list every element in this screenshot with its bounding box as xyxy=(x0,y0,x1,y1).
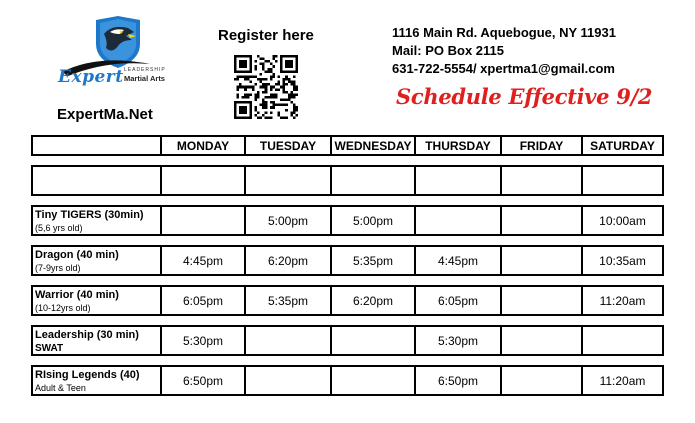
time-cell: 11:20am xyxy=(581,367,662,394)
class-age: (7-9yrs old) xyxy=(35,263,81,273)
time-cell: 5:35pm xyxy=(244,287,330,314)
time-cell xyxy=(330,327,414,354)
logo-martial-arts-text: Martial Arts xyxy=(124,74,165,83)
time-cell: 4:45pm xyxy=(160,247,244,274)
time-cell xyxy=(500,367,581,394)
day-header: SATURDAY xyxy=(581,137,662,154)
time-cell xyxy=(160,207,244,234)
class-name: Tiny TIGERS (30min) xyxy=(35,209,144,221)
day-header: FRIDAY xyxy=(500,137,581,154)
time-cell: 6:50pm xyxy=(160,367,244,394)
empty-cell xyxy=(330,167,414,194)
register-label: Register here xyxy=(218,27,314,44)
class-label-cell xyxy=(33,207,160,234)
class-age: (5,6 yrs old) xyxy=(35,223,83,233)
class-label-cell xyxy=(33,327,160,354)
class-row-rising-legends xyxy=(31,365,664,396)
empty-cell xyxy=(160,167,244,194)
time-cell xyxy=(500,327,581,354)
schedule-effective-heading: Schedule Effective 9/2 xyxy=(396,84,653,109)
time-cell: 6:20pm xyxy=(244,247,330,274)
class-age: SWAT xyxy=(35,343,64,354)
class-row-tiny-tigers xyxy=(31,205,664,236)
day-header: WEDNESDAY xyxy=(330,137,414,154)
class-label-cell xyxy=(33,287,160,314)
time-cell: 5:30pm xyxy=(414,327,500,354)
time-cell xyxy=(244,327,330,354)
day-header: THURSDAY xyxy=(414,137,500,154)
time-cell: 6:05pm xyxy=(160,287,244,314)
empty-row xyxy=(31,165,664,196)
time-cell: 6:20pm xyxy=(330,287,414,314)
schedule-header-row xyxy=(31,135,664,156)
time-cell xyxy=(581,327,662,354)
class-age: Adult & Teen xyxy=(35,383,86,393)
empty-cell xyxy=(500,167,581,194)
day-header: TUESDAY xyxy=(244,137,330,154)
time-cell: 5:30pm xyxy=(160,327,244,354)
schedule-table xyxy=(31,135,664,396)
class-name: RIsing Legends (40) xyxy=(35,369,140,381)
time-cell xyxy=(500,247,581,274)
time-cell: 5:00pm xyxy=(244,207,330,234)
time-cell: 6:05pm xyxy=(414,287,500,314)
time-cell xyxy=(500,287,581,314)
class-name: Warrior (40 min) xyxy=(35,289,119,301)
time-cell: 4:45pm xyxy=(414,247,500,274)
time-cell xyxy=(500,207,581,234)
class-name: Leadership (30 min) xyxy=(35,329,139,341)
qr-code-icon[interactable] xyxy=(234,55,298,119)
class-age: (10-12yrs old) xyxy=(35,303,91,313)
contact-block xyxy=(392,24,616,78)
class-row-warrior xyxy=(31,285,664,316)
logo-wordmark: Expert xyxy=(58,67,124,87)
site-url[interactable]: ExpertMa.Net xyxy=(57,106,153,123)
time-cell: 10:35am xyxy=(581,247,662,274)
class-row-leadership xyxy=(31,325,664,356)
phone-email[interactable]: 631-722-5554/ xpertma1@gmail.com xyxy=(392,61,615,76)
logo-leadership-text: LEADERSHIP xyxy=(124,67,166,73)
time-cell xyxy=(414,207,500,234)
time-cell: 11:20am xyxy=(581,287,662,314)
time-cell xyxy=(244,367,330,394)
mailing-address: Mail: PO Box 2115 xyxy=(392,43,504,58)
time-cell xyxy=(330,367,414,394)
time-cell: 5:35pm xyxy=(330,247,414,274)
class-name: Dragon (40 min) xyxy=(35,249,119,261)
empty-cell xyxy=(244,167,330,194)
empty-cell xyxy=(581,167,662,194)
header-blank-cell xyxy=(33,137,160,154)
class-label-cell xyxy=(33,367,160,394)
empty-cell xyxy=(33,167,160,194)
day-header: MONDAY xyxy=(160,137,244,154)
time-cell: 5:00pm xyxy=(330,207,414,234)
time-cell: 10:00am xyxy=(581,207,662,234)
street-address: 1116 Main Rd. Aquebogue, NY 11931 xyxy=(392,25,616,40)
empty-cell xyxy=(414,167,500,194)
time-cell: 6:50pm xyxy=(414,367,500,394)
class-row-dragon xyxy=(31,245,664,276)
logo xyxy=(58,14,178,96)
class-label-cell xyxy=(33,247,160,274)
